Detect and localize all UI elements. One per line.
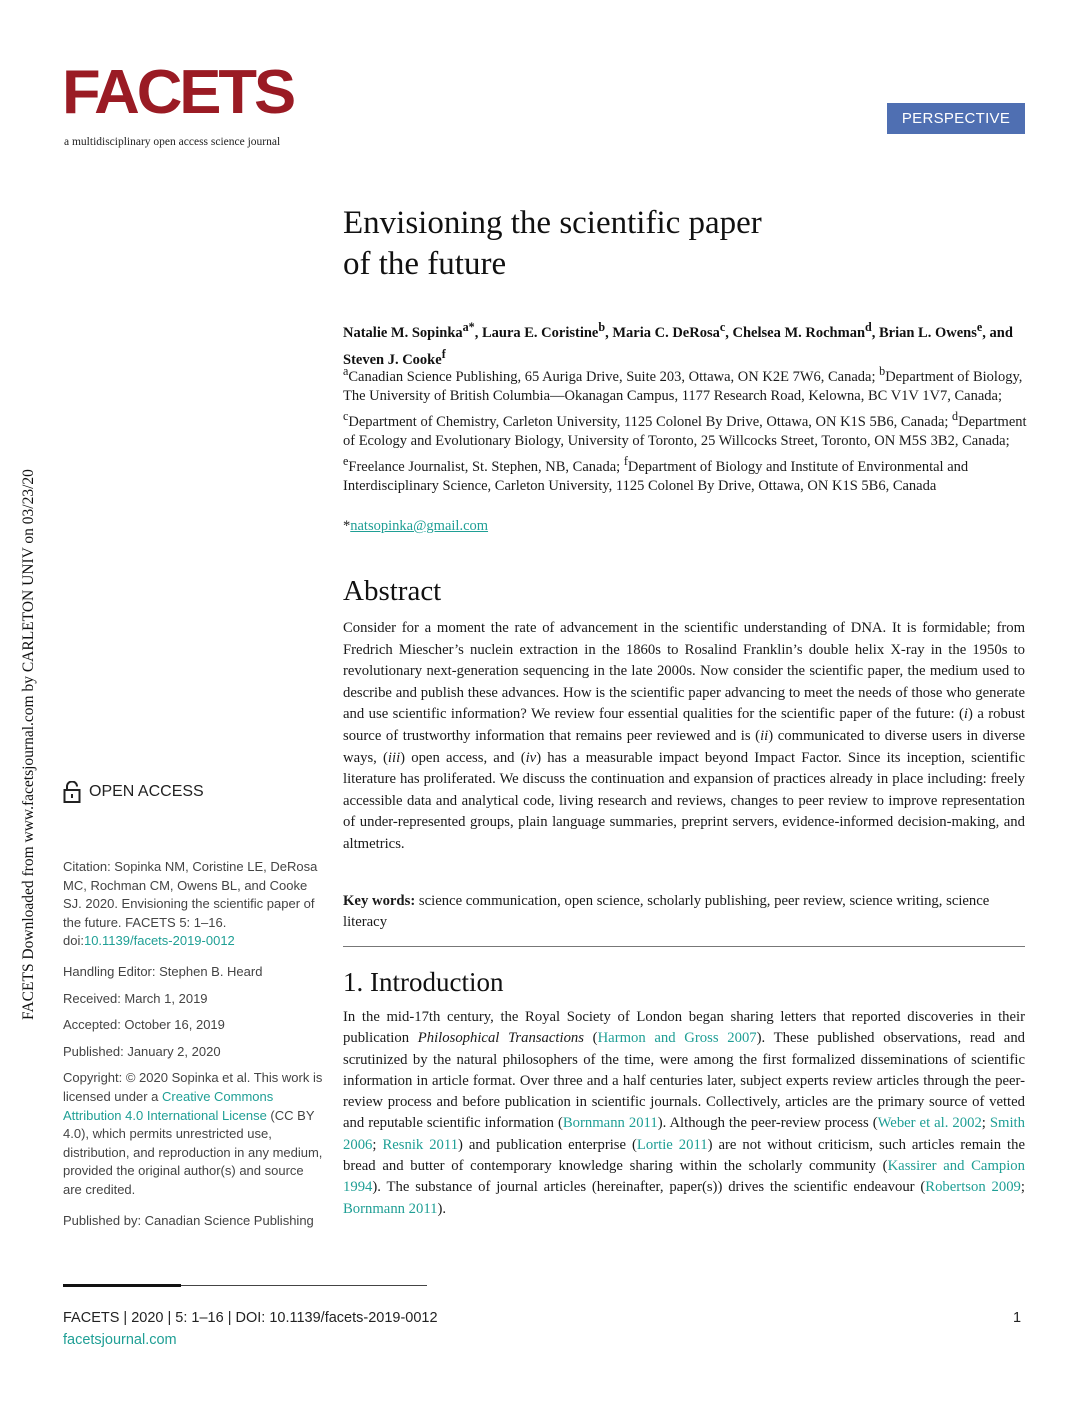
footer-citation: FACETS | 2020 | 5: 1–16 | DOI: 10.1139/facets-2019-0012 xyxy=(63,1310,438,1326)
download-notice: FACETS Downloaded from www.facetsjournal.com by CARLETON UNIV on 03/23/20 xyxy=(20,469,37,1020)
article-info-sidebar xyxy=(63,858,325,1242)
corresponding-email: *natsopinka@gmail.com xyxy=(343,518,489,534)
published-date: Published: January 2, 2020 xyxy=(63,1043,221,1059)
author-4: Chelsea M. Rochman$^d$, xyxy=(732,320,879,341)
abstract-heading: Abstract xyxy=(343,575,442,607)
received-date: Received: March 1, 2019 xyxy=(63,990,208,1006)
keywords-label: Key words: xyxy=(343,893,416,909)
handling-editor: Handling Editor: Stephen B. Heard xyxy=(63,963,263,979)
open-access-label: OPEN ACCESS xyxy=(63,781,204,803)
article-title xyxy=(343,203,943,285)
title-line-1: Envisioning the scientific paper xyxy=(343,205,762,241)
introduction-heading: 1. Introduction xyxy=(343,967,504,997)
accepted-date: Accepted: October 16, 2019 xyxy=(63,1017,225,1033)
author-1: Natalie M. Sopinka$^{a*}$, xyxy=(343,320,482,341)
reference-link[interactable]: Resnik 2011 xyxy=(382,1136,459,1153)
logo-wordmark: FACETS xyxy=(62,58,294,127)
reference-link[interactable]: Robertson 2009 xyxy=(925,1179,1021,1196)
publisher: Published by: Canadian Science Publishing xyxy=(63,1212,314,1228)
section-divider xyxy=(343,946,1025,947)
author-6: and Steven J. Cooke$^f$ xyxy=(343,324,1013,368)
reference-link[interactable]: Weber et al. 2002 xyxy=(877,1115,982,1132)
article-type-badge: PERSPECTIVE xyxy=(887,103,1025,134)
logo-tagline: a multidisciplinary open access science journal xyxy=(64,136,281,148)
reference-link[interactable]: Lortie 2011 xyxy=(636,1136,708,1153)
introduction-body: In the mid-17th century, the Royal Society of London began sharing letters that reported discoveries in their publication Philosophical Transactions (Harmon and Gross 2007). These published observations, read and scrutinized by the natural philosophers of the time, were among the first formalized disseminations of scientific information in article format. Over three and a half centuries later, subject experts review articles through the peer-review process and before publication in scientific journals. Collectively, articles are the primary source of vetted and reputable scientific information (Bornmann 2011). Although the peer-review process (Weber et al. 2002; Smith 2006; Resnik 2011) and publication enterprise (Lortie 2011) are not without criticism, such articles remain the bread and butter of contemporary knowledge sharing within the scholarly community (Kassirer and Campion 1994). The substance of journal articles (hereinafter, paper(s)) drives the scientific endeavour (Robertson 2009; Bornmann 2011). xyxy=(343,1009,1026,1217)
author-2: Laura E. Coristine$^b$, xyxy=(481,320,613,341)
doi-link[interactable]: 10.1139/facets-2019-0012 xyxy=(83,933,235,949)
author-3: Maria C. DeRosa$^c$, xyxy=(612,320,733,341)
abstract-body: Consider for a moment the rate of advancement in the scientific understanding of DNA. It is formidable; from Fredrich Miescher’s nuclein extraction in the 1860s to Rosalind Franklin’s double helix X-ray in the 1950s to revolutionary next-generation sequencing in the late 2000s. Now consider the scientific paper, the medium used to describe and publish these advances. How is the scientific paper advancing to meet the needs of those who generate and use scientific information? We review four essential qualities for the scientific paper of the future: (i) a robust source of trustworthy information that remains peer reviewed and is (ii) communicated to diverse users in diverse ways, (iii) open access, and (iv) has a measurable impact beyond Impact Factor. Since its inception, scientific literature has proliferated. We discuss the continuation and expansion of practices already in place including: freely accessible data and analytical code, living research and reviews, changes to peer review to improve representation of under-represented groups, plain language summaries, preprint servers, evidence-informed decision-making, and altmetrics. xyxy=(343,620,1026,852)
page-number: 1 xyxy=(1013,1310,1022,1326)
citation: Citation: Sopinka NM, Coristine LE, DeRosa MC, Rochman CM, Owens BL, and Cooke SJ. 2020. Envisioning the scientific paper of the future. FACETS 5: 1–16. doi:10.1139/facets-2019-0012 xyxy=(63,859,318,949)
reference-link[interactable]: Kassirer and Campion 1994 xyxy=(343,1158,1025,1196)
keywords: Key words: science communication, open science, scholarly publishing, peer review, science writing, science literacy xyxy=(343,893,990,930)
author-5: Brian L. Owens$^e$, xyxy=(878,320,990,341)
email-link[interactable]: natsopinka@gmail.com xyxy=(350,518,489,534)
reference-link[interactable]: Bornmann 2011 xyxy=(343,1200,438,1217)
open-lock-icon xyxy=(63,781,81,803)
reference-link[interactable]: Smith 2006 xyxy=(343,1115,1025,1153)
affiliations: $^a$Canadian Science Publishing, 65 Auriga Drive, Suite 203, Ottawa, ON K2E 7W6, Canada; $^b$Department of Biology, The University of British Columbia—Okanagan Campus, 1177 Research Road, Kelowna, BC V1V 1V7, Canada; $^c$Department of Chemistry, Carleton University, 1125 Colonel By Drive, Ottawa, ON K1S 5B6, Canada; $^d$Department of Ecology and Evolutionary Biology, University of Toronto, 25 Willcocks Street, Toronto, ON M5S 3B2, Canada; $^e$Freelance Journalist, St. Stephen, NB, Canada; $^f$Department of Biology and Institute of Environmental and Interdisciplinary Science, Carleton University, 1125 Colonel By Drive, Ottawa, ON K1S 5B6, Canada xyxy=(343,364,1027,495)
facets-logo xyxy=(62,58,332,152)
copyright: Copyright: © 2020 Sopinka et al. This work is licensed under a Creative Commons Attribution 4.0 International License (CC BY 4.0), which permits unrestricted use, distribution, and reproduction in any medium, provided the original author(s) and source are credited. xyxy=(63,1070,323,1197)
license-link[interactable]: Creative Commons Attribution 4.0 International License xyxy=(63,1088,274,1123)
footer-site-link[interactable]: facetsjournal.com xyxy=(63,1332,177,1348)
title-line-2: of the future xyxy=(343,246,507,282)
reference-link[interactable]: Bornmann 2011 xyxy=(562,1115,658,1132)
footer-rule-accent xyxy=(63,1284,181,1287)
reference-link[interactable]: Harmon and Gross 2007 xyxy=(597,1030,757,1047)
